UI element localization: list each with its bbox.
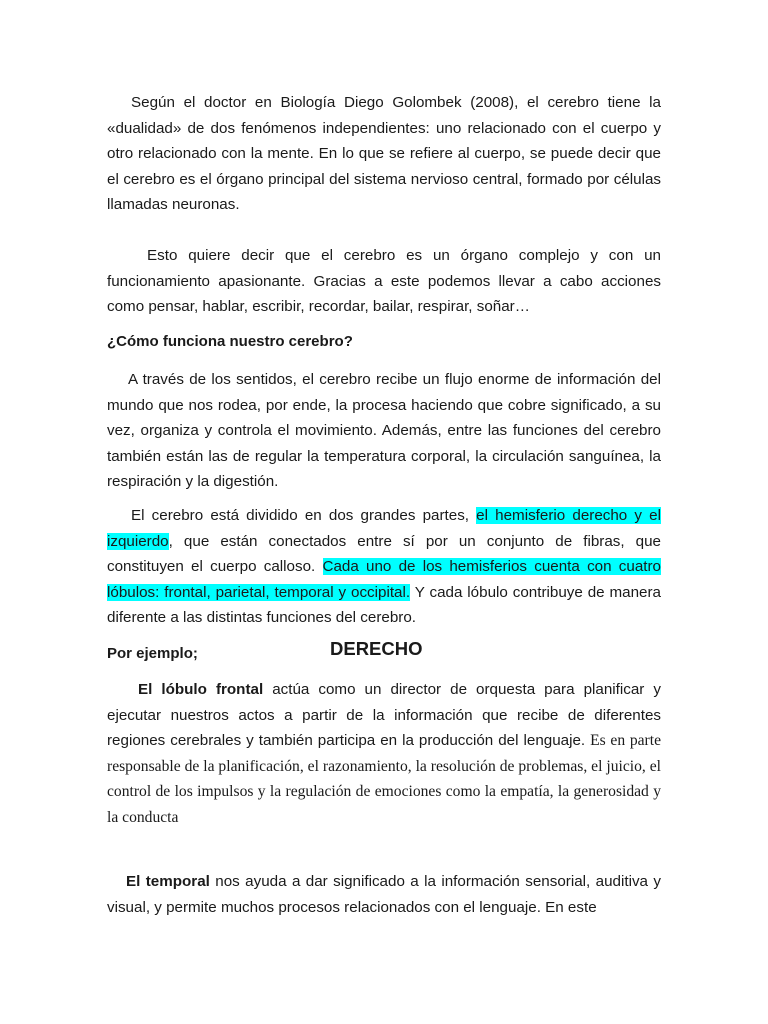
lobulo-frontal-text: actúa como un director de orquesta para planificar y ejecutar nuestros actos a partir de la información que recibe de diferentes regiones cerebrales y también participa en la producción del lenguaje. [107, 681, 661, 749]
temporal-text: nos ayuda a dar significado a la información sensorial, auditiva y visual, y permite muchos procesos relacionados con el lenguaje. En este [107, 873, 661, 916]
heading-como-funciona: ¿Cómo funciona nuestro cerebro? [107, 333, 353, 350]
paragraph-golombek: Según el doctor en Biología Diego Golombek (2008), el cerebro tiene la «dualidad» de dos fenómenos independientes: uno relacionado con el cuerpo y otro relacionado con la mente. En lo que se refiere al cuerpo, se puede decir que el cerebro es el órgano principal del sistema nervioso central, formado por células llamadas neuronas. [107, 94, 661, 213]
highlight-hemisferios: el hemisferio derecho y el izquierdo [107, 507, 661, 550]
paragraph-temporal [107, 869, 661, 920]
paragraph-hemisferios [107, 503, 661, 631]
heading-derecho: DERECHO [330, 638, 423, 659]
highlight-lobulos: Cada uno de los hemisferios cuenta con cuatro lóbulos: frontal, parietal, temporal y occipital. [107, 558, 661, 601]
temporal-term: El temporal [126, 873, 210, 890]
paragraph-organo-complejo: Esto quiere decir que el cerebro es un órgano complejo y con un funcionamiento apasionante. Gracias a este podemos llevar a cabo acciones como pensar, hablar, escribir, recordar, bailar, respirar, soñar… [107, 247, 661, 315]
heading-por-ejemplo: Por ejemplo; [107, 645, 198, 662]
hemisferios-text-3: Y cada lóbulo contribuye de manera diferente a las distintas funciones del cerebro. [107, 583, 662, 626]
paragraph-lobulo-frontal [107, 677, 661, 830]
hemisferios-text-2: , que están conectados entre sí por un conjunto de fibras, que constituyen el cuerpo calloso. [107, 532, 661, 575]
paragraph-sentidos: A través de los sentidos, el cerebro recibe un flujo enorme de información del mundo que nos rodea, por ende, la procesa haciendo que cobre significado, a su vez, organiza y controla el movimiento. Además, entre las funciones del cerebro también están las de regular la temperatura corporal, la circulación sanguínea, la respiración y la digestión. [107, 371, 661, 490]
lobulo-frontal-term: El lóbulo frontal [138, 681, 264, 698]
lobulo-frontal-serif-text: Es en parte responsable de la planificación, el razonamiento, la resolución de problemas, el juicio, el control de los impulsos y la regulación de emociones como la empatía, la generosidad y la conducta [107, 732, 661, 826]
hemisferios-text-1: El cerebro está dividido en dos grandes partes, [131, 507, 477, 524]
